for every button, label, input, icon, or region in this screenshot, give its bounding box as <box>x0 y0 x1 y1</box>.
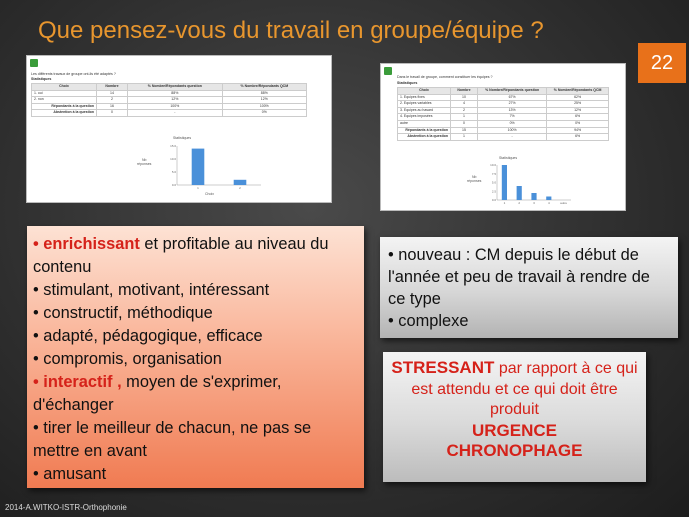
col-header: Choix <box>32 84 97 91</box>
y-tick-label: 10.0 <box>490 163 496 167</box>
col-header: % Nombre/Répondants question <box>128 84 223 91</box>
survey-question: Dans le travail de groupe, comment constituer les équipes ? <box>397 75 493 79</box>
feedback-item: • tirer le meilleur de chacun, ne pas se mettre en avant <box>33 419 312 460</box>
stressant-label: STRESSANT <box>391 358 495 377</box>
cell: - <box>128 110 223 117</box>
highlight-enrichissant: • enrichissant <box>33 235 140 253</box>
table-row <box>398 114 609 121</box>
col-header: % Nombre/Répondants question <box>478 88 547 95</box>
y-tick-label: 10.0 <box>170 157 176 161</box>
ylabel-line: Nb <box>471 175 477 179</box>
x-tick-label: 1 <box>197 186 199 190</box>
table-row <box>398 107 609 114</box>
chart-title: Statistiques <box>173 136 192 140</box>
ylabel-line: réponses <box>137 162 152 166</box>
chart-title: Statistiques <box>499 156 518 160</box>
stats-table <box>397 87 609 141</box>
slide-number: 22 <box>638 43 686 83</box>
cell: Abstention à la question <box>398 134 451 141</box>
cell: 10 <box>451 94 478 101</box>
feedback-text: et profitable au niveau du contenu <box>33 235 329 276</box>
feedback-item: • complexe <box>388 312 469 330</box>
table-row-total <box>398 134 609 141</box>
chart-ylabel <box>467 175 481 183</box>
cell: autre <box>398 120 451 127</box>
x-tick-label: 1 <box>503 201 506 205</box>
table-row <box>398 101 609 108</box>
cell: 67% <box>478 94 547 101</box>
cell: 100% <box>478 127 547 134</box>
table-row <box>398 120 609 127</box>
bar <box>234 180 247 185</box>
table-header-row <box>32 84 307 91</box>
table-row <box>32 97 307 104</box>
highlight-interactif: • interactif , <box>33 373 122 391</box>
table-row-total <box>32 110 307 117</box>
ylabel-line: réponses <box>467 179 482 183</box>
x-tick-label: 3 <box>533 201 535 205</box>
app-logo-icon <box>30 59 38 67</box>
cell: 2 <box>451 107 478 114</box>
bar <box>517 186 522 200</box>
cell: 13% <box>478 107 547 114</box>
app-logo-icon <box>384 67 392 75</box>
col-header: Nombre <box>97 84 128 91</box>
cell: 16 <box>97 103 128 110</box>
cell: 12% <box>547 107 609 114</box>
y-tick-label: 5.0 <box>491 180 496 185</box>
y-tick-label: 0.0 <box>171 183 176 187</box>
cell: 0% <box>222 110 306 117</box>
cell: 0 <box>451 120 478 127</box>
chart-xlabel: Choix <box>205 192 214 196</box>
table-row <box>398 94 609 101</box>
table-row-total <box>32 103 307 110</box>
col-header: Choix <box>398 88 451 95</box>
cell: 25% <box>547 101 609 108</box>
col-header: Nombre <box>451 88 478 95</box>
stress-rest: par rapport à ce qui est attendu et ce qui doit être produit <box>411 360 638 418</box>
x-tick-label: 4 <box>547 201 550 205</box>
stats-subtitle: Statistiques <box>397 81 418 85</box>
y-tick-label: 5.0 <box>171 170 176 174</box>
cell: Répondants à la question <box>398 127 451 134</box>
slide-title: Que pensez-vous du travail en groupe/équipe ? <box>38 17 544 44</box>
cell: - <box>478 134 547 141</box>
cell: 3. Equipes au hasard <box>398 107 451 114</box>
chronophage-label: CHRONOPHAGE <box>446 441 583 460</box>
chart-axis <box>177 146 261 185</box>
table-row <box>32 90 307 97</box>
cell: 6% <box>547 114 609 121</box>
cell: 6% <box>547 134 609 141</box>
cell: 0% <box>478 120 547 127</box>
x-tick-label: autre <box>560 201 568 205</box>
bar <box>546 197 551 201</box>
feedback-item: • stimulant, motivant, intéressant <box>33 281 270 299</box>
table-row-total <box>398 127 609 134</box>
y-tick-label: 0.0 <box>491 198 496 202</box>
cell: 1 <box>451 134 478 141</box>
x-tick-label: 2 <box>239 186 241 190</box>
feedback-text: moyen de s'exprimer, d'échanger <box>33 373 282 414</box>
feedback-item <box>33 233 358 279</box>
urgence-label: URGENCE <box>471 420 557 440</box>
cell: 12% <box>222 97 306 104</box>
stats-subtitle: Statistiques <box>31 77 52 81</box>
footer-credit: 2014-A.WITKO-ISTR-Orthophonie <box>5 503 127 512</box>
feedback-item: • amusant <box>33 465 107 483</box>
cell: 100% <box>128 103 223 110</box>
bar <box>502 165 507 200</box>
y-tick-label: 15.0 <box>170 144 176 148</box>
cell: 100% <box>222 103 306 110</box>
survey-screenshot-adapted <box>26 55 332 203</box>
stats-table <box>31 83 307 117</box>
cell: 12% <box>128 97 223 104</box>
survey-screenshot-teams <box>380 63 626 211</box>
cell: 0% <box>547 120 609 127</box>
bar-chart <box>155 142 265 192</box>
ylabel-line: Nb <box>141 158 147 162</box>
cell: 27% <box>478 101 547 108</box>
cell: 88% <box>222 90 306 97</box>
cell: Abstention à la question <box>32 110 97 117</box>
survey-question: Les différents travaux de groupe ont-ils été adaptés ? <box>31 72 116 76</box>
cell: 94% <box>547 127 609 134</box>
positive-feedback-box <box>27 226 364 488</box>
cell: 4 <box>451 101 478 108</box>
bar-chart <box>485 161 575 206</box>
stress-text <box>389 358 640 421</box>
feedback-item: • adapté, pédagogique, efficace <box>33 327 263 345</box>
feedback-item: • nouveau : CM depuis le début de l'année et peu de travail à rendre de ce type <box>388 246 650 308</box>
cell: Répondants à la question <box>32 103 97 110</box>
col-header: % Nombre/Répondants QCM <box>547 88 609 95</box>
feedback-item: • constructif, méthodique <box>33 304 213 322</box>
cell: 1. Equipes fixes <box>398 94 451 101</box>
y-tick-label: 2.5 <box>491 189 496 194</box>
stress-feedback-box <box>383 352 646 482</box>
cell: 4. Equipes imposées <box>398 114 451 121</box>
cell: 14 <box>97 90 128 97</box>
cell: 1. oui <box>32 90 97 97</box>
cell: 1 <box>451 114 478 121</box>
neutral-feedback-box <box>380 237 678 338</box>
feedback-item <box>33 371 358 417</box>
table-header-row <box>398 88 609 95</box>
bar <box>531 193 536 200</box>
col-header: % Nombre/Répondants QCM <box>222 84 306 91</box>
cell: 0 <box>97 110 128 117</box>
bar <box>192 149 205 185</box>
cell: 15 <box>451 127 478 134</box>
y-tick-label: 7.5 <box>491 171 496 176</box>
cell: 7% <box>478 114 547 121</box>
cell: 62% <box>547 94 609 101</box>
chart-ylabel <box>137 158 151 166</box>
feedback-item: • compromis, organisation <box>33 350 222 368</box>
cell: 2 <box>97 97 128 104</box>
cell: 2. Equipes variables <box>398 101 451 108</box>
cell: 88% <box>128 90 223 97</box>
x-tick-label: 2 <box>518 201 521 205</box>
cell: 2. non <box>32 97 97 104</box>
